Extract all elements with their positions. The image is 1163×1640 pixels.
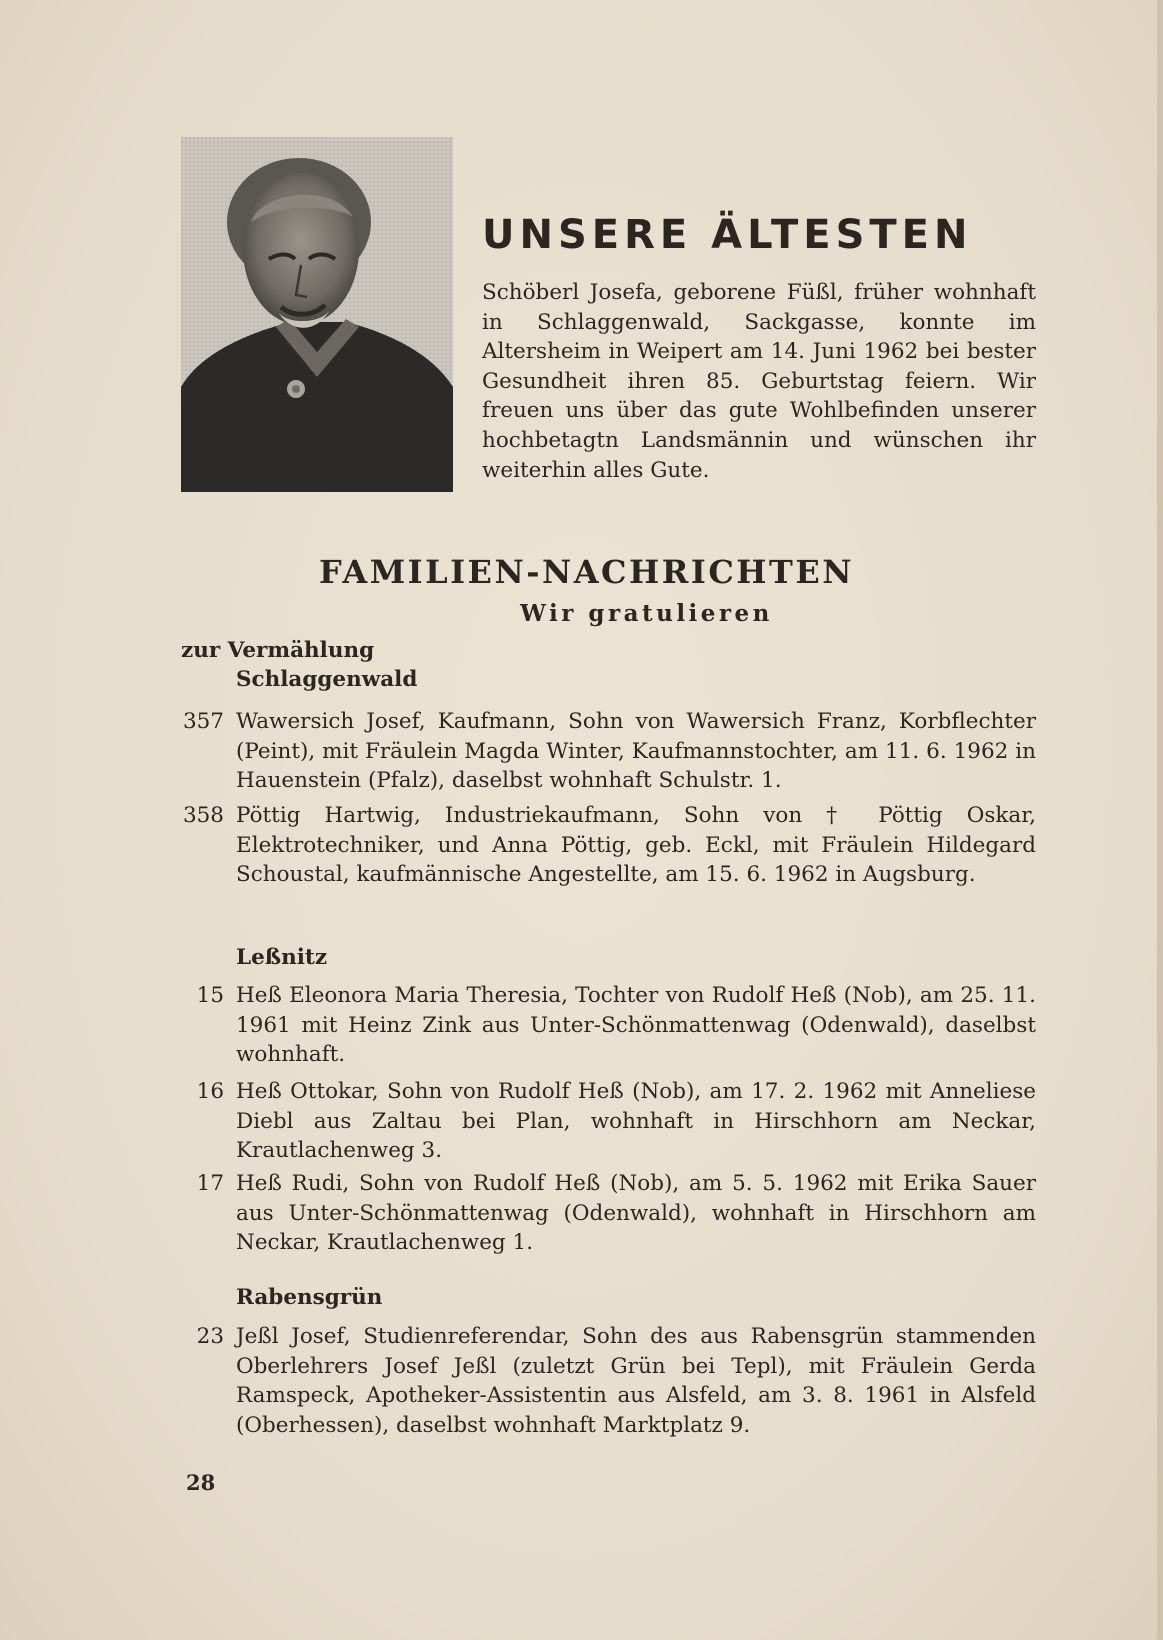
portrait-photo xyxy=(181,137,453,492)
place-heading: Schlaggenwald xyxy=(236,667,418,692)
entry-number: 15 xyxy=(196,983,224,1008)
place-heading: Rabensgrün xyxy=(236,1285,383,1310)
entry-text: Heß Ottokar, Sohn von Rudolf Heß (Nob), am 17. 2. 1962 mit Anneliese Diebl aus Zaltau bei Plan, wohnhaft in Hirschhorn am Neckar, Krautlachenweg 3. xyxy=(236,1079,1036,1164)
entry-number: 358 xyxy=(182,803,224,828)
entry-text: Wawersich Josef, Kaufmann, Sohn von Wawersich Franz, Korbflechter (Peint), mit Fräulein Magda Winter, Kaufmannstochter, am 11. 6. 1962 in Hauenstein (Pfalz), daselbst wohnhaft Schulstr. 1. xyxy=(236,709,1036,794)
entry-text: Heß Eleonora Maria Theresia, Tochter von Rudolf Heß (Nob), am 25. 11. 1961 mit Heinz Zink aus Unter-Schönmattenwag (Odenwald), daselbst wohnhaft. xyxy=(236,983,1036,1068)
occasion-heading: zur Vermählung xyxy=(181,638,375,663)
entry-text: Jeßl Josef, Studienreferendar, Sohn des aus Rabensgrün stammenden Oberlehrers Josef Jeßl (zuletzt Grün bei Tepl), mit Fräulein Gerda Ramspeck, Apotheker-Assistentin aus Alsfeld, am 3. 8. 1961 in Alsfeld (Oberhessen), daselbst wohnhaft Marktplatz 9. xyxy=(236,1324,1036,1438)
place-heading: Leßnitz xyxy=(236,945,328,970)
section-title: FAMILIEN-NACHRICHTEN xyxy=(319,553,854,591)
entry-text: Pöttig Hartwig, Industriekaufmann, Sohn von † Pöttig Oskar, Elektrotechniker, und Anna Pöttig, geb. Eckl, mit Fräulein Hildegard Schoustal, kaufmännische Angestellte, am 15. 6. 1962 in Augsburg. xyxy=(236,803,1036,888)
entry-number: 23 xyxy=(196,1324,224,1349)
entry-text: Heß Rudi, Sohn von Rudolf Heß (Nob), am 5. 5. 1962 mit Erika Sauer aus Unter-Schönmattenwag (Odenwald), wohnhaft in Hirschhorn am Neckar, Krautlachenweg 1. xyxy=(236,1171,1036,1256)
entry-number: 16 xyxy=(196,1079,224,1104)
section-subtitle: Wir gratulieren xyxy=(520,600,773,627)
intro-paragraph: Schöberl Josefa, geborene Füßl, früher wohnhaft in Schlaggenwald, Sackgasse, konnte im Altersheim in Weipert am 14. Juni 1962 bei bester Gesundheit ihren 85. Geburtstag feiern. Wir freuen uns über das gute Wohlbefinden unserer hochbetagtn Landsmännin und wünschen ihr weiterhin alles Gute. xyxy=(482,280,1036,483)
entry-number: 357 xyxy=(182,709,224,734)
page-number: 28 xyxy=(186,1470,216,1495)
page-title: UNSERE ÄLTESTEN xyxy=(482,212,973,258)
page-edge xyxy=(1157,0,1163,1640)
entry-number: 17 xyxy=(196,1171,224,1196)
